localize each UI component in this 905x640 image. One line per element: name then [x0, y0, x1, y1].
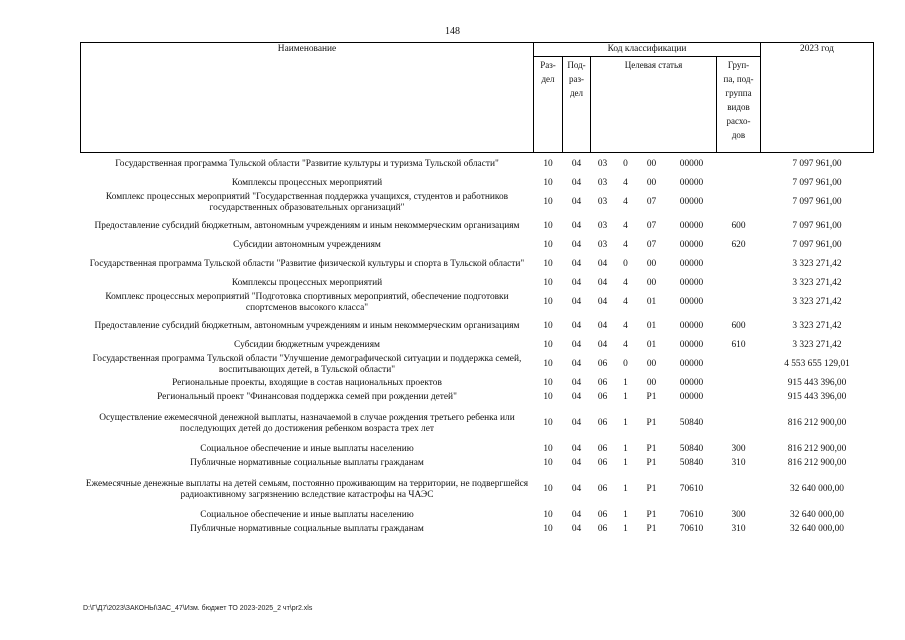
- row-expense-group: [717, 471, 761, 509]
- table-row: [81, 377, 874, 391]
- row-expense-group: 620: [731, 240, 746, 250]
- row-program-type: 0: [623, 359, 628, 369]
- table-row: [81, 443, 874, 457]
- row-name: Государственная программа Тульской области "Развитие физической культуры и спорта в Тульской области": [89, 259, 525, 269]
- row-expense-group: 310: [731, 524, 746, 534]
- row-program-part: 01: [646, 321, 657, 331]
- row-program: 03: [597, 221, 608, 231]
- row-program-part: 07: [646, 197, 657, 207]
- row-subsection: 04: [571, 159, 582, 170]
- table-row: [81, 215, 874, 239]
- row-section: 10: [543, 340, 553, 350]
- row-program-type: 4: [623, 321, 628, 331]
- row-program: 06: [597, 458, 608, 468]
- row-direction: 00000: [679, 278, 704, 288]
- table-row: [81, 353, 874, 377]
- row-program: 03: [597, 197, 608, 207]
- row-program: 04: [597, 297, 608, 307]
- row-program-part: P1: [646, 484, 657, 494]
- row-name: Субсидии автономным учреждениям: [233, 240, 381, 250]
- row-program-type: 0: [623, 159, 628, 170]
- table-row: [81, 191, 874, 215]
- row-program: 03: [597, 240, 608, 250]
- row-direction: 70610: [679, 510, 704, 520]
- row-direction: 00000: [679, 221, 704, 231]
- header-subsection: Под- раз- дел: [563, 57, 591, 153]
- table-row: [81, 509, 874, 523]
- row-program-type: 1: [623, 510, 628, 520]
- header-year: 2023 год: [761, 43, 874, 153]
- row-program-part: P1: [646, 524, 657, 534]
- row-expense-group: [717, 291, 761, 315]
- header-section: Раз- дел: [534, 57, 563, 153]
- table-row: [81, 457, 874, 471]
- row-program-part: P1: [646, 392, 657, 402]
- row-amount: 915 443 396,00: [787, 392, 847, 402]
- row-program: 06: [597, 392, 608, 402]
- row-expense-group: [717, 405, 761, 443]
- row-expense-group: [717, 277, 761, 291]
- row-amount: 4 553 655 129,01: [784, 359, 850, 369]
- row-subsection: 04: [571, 259, 582, 269]
- row-program-type: 4: [623, 178, 628, 188]
- row-expense-group: [717, 253, 761, 277]
- row-program: 04: [597, 278, 608, 288]
- row-name: Публичные нормативные социальные выплаты гражданам: [190, 458, 424, 468]
- row-subsection: 04: [571, 359, 582, 369]
- row-program-type: 1: [623, 484, 628, 494]
- row-program-part: 00: [646, 359, 657, 369]
- row-expense-group: 600: [731, 321, 746, 331]
- row-program: 06: [597, 444, 608, 454]
- table-row: [81, 315, 874, 339]
- row-program: 04: [597, 259, 608, 269]
- row-name: Предоставление субсидий бюджетным, автономным учреждениям и иным некоммерческим организациям: [94, 321, 520, 331]
- row-direction: 00000: [679, 378, 704, 388]
- row-direction: 70610: [679, 524, 704, 534]
- row-section: 10: [543, 321, 553, 331]
- row-direction: 50840: [679, 418, 704, 428]
- table-row: [81, 291, 874, 315]
- row-subsection: 04: [571, 458, 582, 468]
- row-amount: 32 640 000,00: [790, 510, 844, 520]
- row-direction: 00000: [679, 321, 704, 331]
- row-subsection: 04: [571, 378, 582, 388]
- row-subsection: 04: [571, 444, 582, 454]
- row-expense-group: 610: [731, 340, 746, 350]
- table-row: [81, 339, 874, 353]
- table-row: [81, 391, 874, 405]
- row-expense-group: [717, 377, 761, 391]
- row-name: Субсидии бюджетным учреждениям: [234, 340, 380, 350]
- row-subsection: 04: [571, 321, 582, 331]
- row-subsection: 04: [571, 418, 582, 428]
- row-section: 10: [543, 510, 553, 520]
- row-name: Комплекс процессных мероприятий "Государственная поддержка учащихся, студентов и работников государственных образовательных организаций": [105, 191, 509, 213]
- row-program: 03: [597, 159, 608, 170]
- row-expense-group: 300: [731, 510, 746, 520]
- row-section: 10: [543, 221, 553, 231]
- row-program-type: 4: [623, 278, 628, 288]
- row-expense-group: [717, 191, 761, 215]
- row-direction: 00000: [679, 240, 704, 250]
- row-name: Региональные проекты, входящие в состав национальных проектов: [172, 378, 442, 388]
- row-program: 04: [597, 321, 608, 331]
- table-row: [81, 177, 874, 191]
- row-subsection: 04: [571, 524, 582, 534]
- row-amount: 32 640 000,00: [790, 484, 844, 494]
- row-amount: 7 097 961,00: [792, 178, 842, 188]
- row-program-type: 4: [623, 197, 628, 207]
- row-program-type: 4: [623, 221, 628, 231]
- row-name: Государственная программа Тульской области "Развитие культуры и туризма Тульской области": [115, 159, 499, 170]
- table-row: [81, 239, 874, 253]
- row-amount: 3 323 271,42: [792, 340, 842, 350]
- row-direction: 00000: [679, 197, 704, 207]
- row-subsection: 04: [571, 297, 582, 307]
- row-expense-group: 600: [731, 221, 746, 231]
- row-program-type: 4: [623, 240, 628, 250]
- row-subsection: 04: [571, 178, 582, 188]
- row-program-type: 0: [623, 259, 628, 269]
- row-subsection: 04: [571, 340, 582, 350]
- row-amount: 32 640 000,00: [790, 524, 844, 534]
- row-program-type: 1: [623, 444, 628, 454]
- row-expense-group: 300: [731, 444, 746, 454]
- row-amount: 816 212 900,00: [787, 444, 847, 454]
- row-program-part: 07: [646, 221, 657, 231]
- row-section: 10: [543, 418, 553, 428]
- row-name: Ежемесячные денежные выплаты на детей семьям, постоянно проживающим на территории, не подвергшейся радиоактивному загрязнению вследствие катастрофы на ЧАЭС: [85, 478, 529, 500]
- row-program-type: 4: [623, 340, 628, 350]
- header-target: Целевая статья: [591, 57, 717, 153]
- row-direction: 00000: [679, 259, 704, 269]
- row-name: Публичные нормативные социальные выплаты гражданам: [190, 524, 424, 534]
- row-program-type: 1: [623, 418, 628, 428]
- row-amount: 3 323 271,42: [792, 259, 842, 269]
- row-direction: 00000: [679, 392, 704, 402]
- row-section: 10: [543, 458, 553, 468]
- row-program-part: 00: [646, 378, 657, 388]
- row-program: 06: [597, 418, 608, 428]
- row-direction: 00000: [679, 178, 704, 188]
- row-subsection: 04: [571, 484, 582, 494]
- row-section: 10: [543, 484, 553, 494]
- row-program-type: 1: [623, 524, 628, 534]
- row-direction: 00000: [679, 159, 704, 170]
- row-section: 10: [543, 240, 553, 250]
- row-program-type: 1: [623, 458, 628, 468]
- row-subsection: 04: [571, 221, 582, 231]
- row-section: 10: [543, 378, 553, 388]
- row-amount: 3 323 271,42: [792, 297, 842, 307]
- row-program-type: 1: [623, 392, 628, 402]
- row-section: 10: [543, 392, 553, 402]
- table-body: [81, 153, 874, 537]
- file-path-footer: D:\Г\Д7\2023\ЗАКОНЫ\ЗАС_47\Изм. бюджет ТО 2023-2025_2 чт\pr2.xls: [83, 605, 313, 612]
- row-program-part: 00: [646, 178, 657, 188]
- header-name: Наименование: [81, 43, 534, 153]
- row-amount: 7 097 961,00: [792, 221, 842, 231]
- row-amount: 7 097 961,00: [792, 197, 842, 207]
- row-program: 03: [597, 178, 608, 188]
- header-classification: Код классификации: [534, 43, 761, 57]
- row-expense-group: 310: [731, 458, 746, 468]
- row-expense-group: [717, 153, 761, 177]
- row-expense-group: [717, 177, 761, 191]
- table-header: [81, 43, 874, 153]
- row-program-part: 00: [646, 259, 657, 269]
- row-name: Региональный проект "Финансовая поддержка семей при рождении детей": [157, 392, 457, 402]
- table-row: [81, 277, 874, 291]
- row-name: Социальное обеспечение и иные выплаты населению: [200, 510, 414, 520]
- row-expense-group: [717, 353, 761, 377]
- row-program-part: 01: [646, 340, 657, 350]
- row-program-part: 00: [646, 159, 657, 170]
- row-amount: 7 097 961,00: [792, 159, 842, 170]
- row-section: 10: [543, 197, 553, 207]
- row-program-part: 07: [646, 240, 657, 250]
- row-direction: 00000: [679, 297, 704, 307]
- row-section: 10: [543, 524, 553, 534]
- row-program-type: 1: [623, 378, 628, 388]
- row-program-part: 01: [646, 297, 657, 307]
- page-number: 148: [445, 26, 460, 37]
- row-program-part: P1: [646, 458, 657, 468]
- row-amount: 7 097 961,00: [792, 240, 842, 250]
- row-section: 10: [543, 278, 553, 288]
- row-program-type: 4: [623, 297, 628, 307]
- row-direction: 50840: [679, 458, 704, 468]
- row-program-part: P1: [646, 418, 657, 428]
- row-section: 10: [543, 178, 553, 188]
- row-direction: 70610: [679, 484, 704, 494]
- row-program: 06: [597, 359, 608, 369]
- table-row: [81, 253, 874, 277]
- row-program: 06: [597, 484, 608, 494]
- row-name: Предоставление субсидий бюджетным, автономным учреждениям и иным некоммерческим организациям: [94, 221, 520, 231]
- row-program: 04: [597, 340, 608, 350]
- row-program-part: P1: [646, 510, 657, 520]
- row-amount: 3 323 271,42: [792, 278, 842, 288]
- row-direction: 00000: [679, 359, 704, 369]
- row-amount: 816 212 900,00: [787, 418, 847, 428]
- row-section: 10: [543, 297, 553, 307]
- row-subsection: 04: [571, 197, 582, 207]
- row-program-part: P1: [646, 444, 657, 454]
- table-row: [81, 153, 874, 177]
- row-section: 10: [543, 444, 553, 454]
- row-direction: 50840: [679, 444, 704, 454]
- row-amount: 915 443 396,00: [787, 378, 847, 388]
- row-program-part: 00: [646, 278, 657, 288]
- row-section: 10: [543, 359, 553, 369]
- row-direction: 00000: [679, 340, 704, 350]
- row-program: 06: [597, 378, 608, 388]
- table-row: [81, 405, 874, 443]
- row-name: Государственная программа Тульской области "Улучшение демографической ситуации и поддержка семей, воспитывающих детей, в Тульской области": [92, 353, 522, 375]
- table-row: [81, 471, 874, 509]
- row-program: 06: [597, 510, 608, 520]
- row-subsection: 04: [571, 278, 582, 288]
- row-name: Комплекс процессных мероприятий "Подготовка спортивных мероприятий, обеспечение подготовки спортсменов высокого класса": [105, 291, 509, 313]
- row-name: Комплексы процессных мероприятий: [231, 178, 383, 188]
- row-section: 10: [543, 159, 553, 170]
- row-program: 06: [597, 524, 608, 534]
- row-section: 10: [543, 259, 553, 269]
- row-subsection: 04: [571, 510, 582, 520]
- budget-table: [80, 42, 874, 537]
- row-name: Социальное обеспечение и иные выплаты населению: [200, 444, 414, 454]
- row-expense-group: [717, 391, 761, 405]
- row-name: Осуществление ежемесячной денежной выплаты, назначаемой в случае рождения третьего ребенка или последующих детей до достижения ребенком возраста трех лет: [99, 412, 515, 434]
- header-expense-group: Груп- па, под- группа видов расхо- дов: [717, 57, 761, 153]
- row-amount: 3 323 271,42: [792, 321, 842, 331]
- row-subsection: 04: [571, 392, 582, 402]
- row-name: Комплексы процессных мероприятий: [231, 278, 383, 288]
- row-subsection: 04: [571, 240, 582, 250]
- table-row: [81, 523, 874, 537]
- row-amount: 816 212 900,00: [787, 458, 847, 468]
